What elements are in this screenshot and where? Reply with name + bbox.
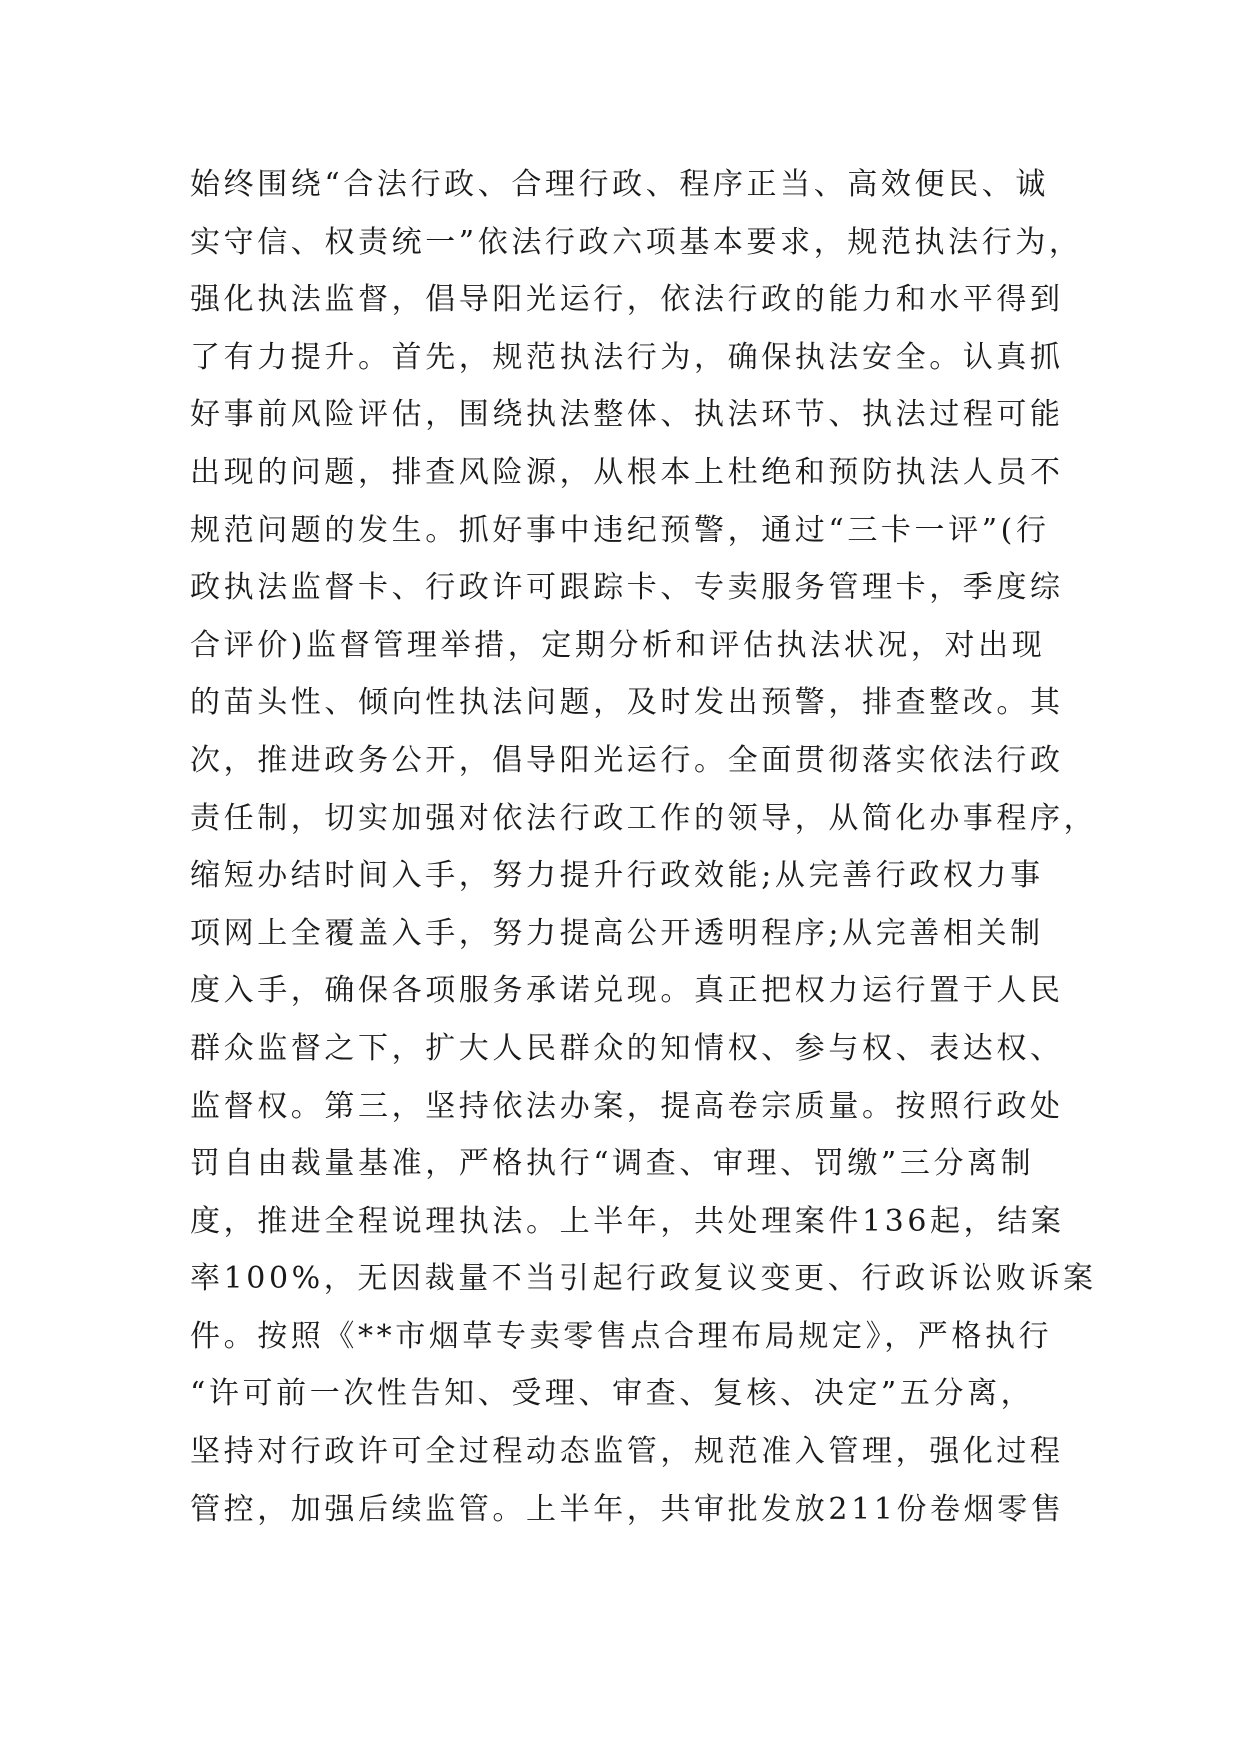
- text-line: 件。按照《**市烟草专卖零售点合理布局规定》，严格执行: [190, 1318, 1053, 1354]
- text-line: 度入手，确保各项服务承诺兑现。真正把权力运行置于人民: [190, 973, 1064, 1009]
- text-line: 次，推进政务公开，倡导阳光运行。全面贯彻落实依法行政: [190, 742, 1064, 778]
- text-line: 出现的问题，排查风险源，从根本上杜绝和预防执法人员不: [190, 454, 1064, 490]
- text-line: 缩短办结时间入手，努力提升行政效能;从完善行政权力事: [190, 858, 1044, 894]
- text-line: 的苗头性、倾向性执法问题，及时发出预警，排查整改。其: [190, 685, 1064, 721]
- text-line: 坚持对行政许可全过程动态监管，规范准入管理，强化过程: [190, 1434, 1064, 1470]
- text-line: “许可前一次性告知、受理、审查、复核、决定”五分离，: [190, 1376, 1035, 1412]
- body-text: [190, 156, 1098, 1538]
- text-line: 监督权。第三，坚持依法办案，提高卷宗质量。按照行政处: [190, 1088, 1064, 1124]
- text-line: 责任制，切实加强对依法行政工作的领导，从简化办事程序，: [190, 800, 1098, 836]
- text-line: 群众监督之下，扩大人民群众的知情权、参与权、表达权、: [190, 1030, 1064, 1066]
- text-line: 始终围绕“合法行政、合理行政、程序正当、高效便民、诚: [190, 167, 1049, 202]
- text-line: 合评价)监督管理举措，定期分析和评估执法状况，对出现: [190, 627, 1046, 663]
- text-line: 罚自由裁量基准，严格执行“调查、审理、罚缴”三分离制: [190, 1146, 1035, 1182]
- text-line: 强化执法监督，倡导阳光运行，依法行政的能力和水平得到: [190, 282, 1064, 318]
- text-line: 好事前风险评估，围绕执法整体、执法环节、执法过程可能: [190, 397, 1064, 433]
- text-line: 政执法监督卡、行政许可跟踪卡、专卖服务管理卡，季度综: [190, 570, 1064, 606]
- text-line: 了有力提升。首先，规范执法行为，确保执法安全。认真抓: [190, 339, 1064, 375]
- text-line: 率100%，无因裁量不当引起行政复议变更、行政诉讼败诉案: [190, 1261, 1097, 1297]
- text-line: 规范问题的发生。抓好事中违纪预警，通过“三卡一评”(行: [190, 512, 1050, 548]
- text-line: 度，推进全程说理执法。上半年，共处理案件136起，结案: [190, 1203, 1065, 1239]
- text-line: 管控，加强后续监管。上半年，共审批发放211份卷烟零售: [190, 1491, 1065, 1527]
- text-line: 实守信、权责统一”依法行政六项基本要求，规范执法行为，: [190, 224, 1083, 260]
- text-line: 项网上全覆盖入手，努力提高公开透明程序;从完善相关制: [190, 915, 1044, 951]
